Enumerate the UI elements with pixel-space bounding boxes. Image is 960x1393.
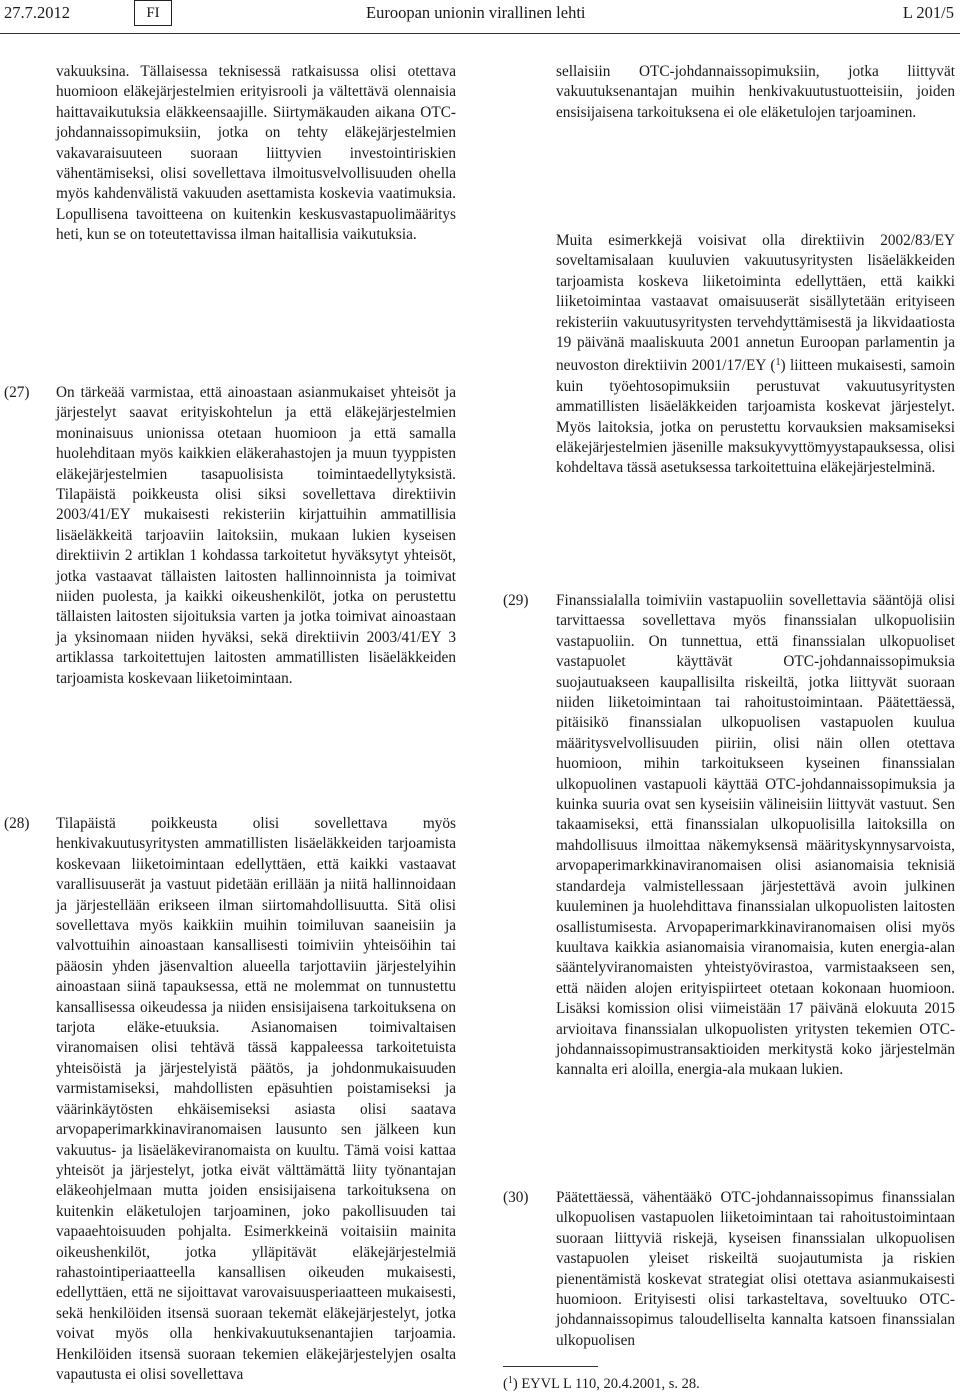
right-intro-paragraph: sellaisiin OTC-johdannaissopimuksiin, jotka liittyvät vakuutuksenantajan muihin henkivakuutustuotteisiin, joiden ensisijaisena tarkoituksena ei ole eläketulojen tarjoaminen. (556, 63, 955, 121)
language-badge: FI (134, 0, 172, 26)
examples-text-a: Muita esimerkkejä voisivat olla direktiivin 2002/83/EY soveltamisalaan kuuluvien vakuutusyritysten lisäeläkkeiden tarjoamista koskeva liiketoiminta edellyttäen, että kaikki liiketoimintaa vastaavat omaisuuserät sisällytetään erityiseen rekisteriin vakuutusyritysten tervehdyttämisestä ja likvidaatiosta 19 päivänä maaliskuuta 2001 annetun Euroopan parlamentin ja neuvoston direktiivin 2001/17/EY ( (556, 232, 955, 375)
recital-30 (556, 1188, 955, 1351)
left-intro-paragraph: vakuuksina. Tällaisessa teknisessä ratkaisussa olisi otettava huomioon eläkejärjestelmien erityisrooli ja vältettävä olennaisia haittavaikutuksia eläkkeensaajille. Siirtymäkauden aikana OTC-johdannaissopimuksiin, jotka on tehty eläkejärjestelmien vakavaraisuuteen suoraan liittyvien investointiriskien vähentämiseksi, olisi sovellettava ilmoitusvelvollisuuden ohella myös kahdenvälistä vakuuden asettamista koskevia vaatimuksia. Lopullisena tavoitteena on kuitenkin keskusvastapuolimääritys heti, kun se on toteutettavissa ilman haitallisia vaikutuksia. (56, 63, 456, 244)
recital-number-28: (28) (4, 815, 30, 832)
footnote-1 (503, 1372, 700, 1393)
recital-28 (56, 814, 456, 1385)
journal-title: Euroopan unionin virallinen lehti (366, 3, 586, 22)
page-reference: L 201/5 (902, 3, 954, 22)
right-examples-paragraph (556, 231, 955, 479)
recital-number-27: (27) (4, 384, 30, 401)
left-intro-block (56, 62, 456, 246)
footnote-mark-close: ) (512, 1376, 518, 1392)
header-date: 27.7.2012 (4, 3, 70, 22)
recital-28-text: Tilapäistä poikkeusta olisi sovellettava myös henkivakuutusyritysten ammatillisten lisäeläkkeiden tarjoamista koskevaan liiketoimintaan edellyttäen, että kaikki vastaavat varallisuuserät ja vastuut pidetään erillään ja niitä hallinnoidaan ja järjestellään erikseen ilman siirtomahdollisuutta. Sitä olisi sovellettava myös kaikkiin muihin toimiluvan saaneisiin ja valvottuihin ainoastaan kansallisesti toimiviin yhteisöihin tai pääosin yhden jäsenvaltion alueella tarjottaviin järjestelyihin ainoastaan siinä tapauksessa, että ne molemmat on tunnustettu kansallisessa oikeudessa ja niiden ensisijaisena tarkoituksena on tarjota eläke-etuuksia. Asianomaisen toimivaltaisen viranomaisen olisi tehtävä tässä kappaleessa tarkoitetuista yhteisöistä ja järjestelyistä päätös, ja johdonmukaisuuden varmistamiseksi, mahdollisten epäsuhtien poistamiseksi ja väärinkäytösten ehkäisemiseksi asiasta olisi saatava arvopaperimarkkinaviranomaisen lausunto sen jälkeen kun vakuutus- ja lisäeläkeviranomaista on kuultu. Tämä voisi kattaa yhteisöt ja järjestelyt, jotka eivät välttämättä liity työnantajan eläkeohjelmaan mutta joiden ensisijaisena tarkoituksena on kuitenkin eläketulojen tarjoaminen, joko pakollisuuden tai vapaaehtoisuuden pohjalta. Esimerkkeinä voitaisiin mainita oikeushenkilöt, jotka ylläpitävät eläkejärjestelmiä rahastointiperiaatteella kansallisen oikeuden mukaisesti, edellyttäen, että ne sijoittavat varovaisuusperiaatteen mukaisesti, sekä henkilöiden itsensä suoraan tekemät eläkejärjestelyt, jotka voivat myös olla henkivakuutuksenantajien tarjoamia. Henkilöiden itsensä suoraan tekemien eläkejärjestelyjen osalta vapautusta ei olisi sovellettava (56, 815, 456, 1383)
footnote-mark: 1 (507, 1375, 513, 1386)
footnote-text: EYVL L 110, 20.4.2001, s. 28. (517, 1376, 700, 1392)
right-intro-block (556, 62, 955, 123)
recital-number-29: (29) (503, 592, 529, 609)
recital-27-text: On tärkeää varmistaa, että ainoastaan asianmukaiset yhteisöt ja järjestelyt saavat erityiskohtelun ja että eläkejärjestelmien moninaisuus unionissa otetaan huomioon ja että samalla huolehditaan myös kaikkien eläkerahastojen ja muun tyyppisten eläkejärjestelmien tasapuolisista toimintaedellytyksistä. Tilapäistä poikkeusta olisi siksi sovellettava direktiivin 2003/41/EY mukaisesti rekisteriin kirjattuihin ammatillisia lisäeläkkeitä tarjoaviin laitoksiin, mukaan lukien kyseisen direktiivin 2 artiklan 1 kohdassa tarkoitetut hyväksytyt yhteisöt, jotka vastaavat tällaisten laitosten hallinnoinnista ja toimivat niiden puolesta, ja kaikki oikeushenkilöt, jotka on perustettu tällaisten laitosten sijoituksia varten ja jotka toimivat ainoastaan ja yksinomaan niiden hyväksi, sekä direktiivin 2003/41/EY 3 artiklassa tarkoitettujen laitosten ammatillisten lisäeläkkeiden tarjoamista koskevaan liiketoimintaan. (56, 384, 456, 687)
footnote-mark-open: ( (503, 1376, 508, 1392)
footnote-ref-1[interactable]: 1 (775, 357, 781, 369)
right-examples-block (556, 231, 955, 479)
footnote-rule (503, 1366, 598, 1367)
page-header (0, 0, 960, 30)
recital-number-30: (30) (503, 1189, 529, 1206)
recital-30-text: Päätettäessä, vähentääkö OTC-johdannaissopimus finanssialan ulkopuolisen vastapuolen liiketoimintaan tai rahoitustoimintaan suoraan liittyviä riskejä, kyseisen finanssialan ulkopuolisen vastapuolen yleiset riskeiltä suojautumista ja riskien pienentämistä koskevat strategiat olisi otettava asianmukaisesti huomioon. Erityisesti olisi tarkasteltava, soveltuuko OTC-johdannaissopimus taloudelliselta kannalta katsoen finanssialan ulkopuolisen (556, 1189, 955, 1349)
recital-27 (56, 383, 456, 689)
recital-29-text: Finanssialalla toimiviin vastapuoliin sovellettavia sääntöjä olisi tarvittaessa sovellettava myös finanssialan ulkopuolisiin vastapuoliin. On tunnettua, että finanssialan ulkopuoliset vastapuolet käyttävät OTC-johdannaissopimuksia suojautuakseen kaupallisilta riskeiltä, jotka liittyvät suoraan niiden liiketoimintaan tai rahoitustoimintaan. Päätettäessä, pitäisikö finanssialan ulkopuolisen vastapuolen kuulua määritysvelvollisuuden piiriin, olisi näin ollen otettava huomioon, mihin tarkoitukseen kyseinen finanssialan ulkopuolinen vastapuoli käyttää OTC-johdannaissopimuksia ja kuinka suuria ovat sen kyseisiin välineisiin liittyvät vastuut. Sen takaamiseksi, että finanssialan ulkopuolisilla laitoksilla on mahdollisuus ilmoittaa näkemyksensä määrityskynnysarvoista, arvopaperimarkkinaviranomaisen olisi asianomaisia teknisiä standardeja valmistellessaan järjestettävä avoin julkinen kuuleminen ja huolehdittava finanssialan ulkopuolisten laitosten osallistumisesta. Arvopaperimarkkinaviranomaisen olisi myös kuultava kaikkia asianomaisia viranomaisia, kuten energia-alan sääntelyviranomaisten yhteistyövirastoa, varmistaakseen sen, että näiden alojen erityispiirteet otetaan kokonaan huomioon. Lisäksi komission olisi viimeistään 17 päivänä elokuuta 2015 arvioitava finanssialan ulkopuolisten yritysten tekemien OTC-johdannaissopimustransaktioiden merkitystä koko järjestelmän kannalta eri aloilla, energia-ala mukaan lukien. (556, 592, 955, 1079)
header-rule (0, 33, 960, 34)
examples-text-b: ) liitteen mukaisesti, samoin kuin työehtosopimuksiin perustuvat vakuutusyritysten ammatillisten lisäeläkkeiden tarjoamista koskevat järjestelyt. Myös laitoksia, jotka on perustettu korvauksien maksamiseksi eläkejärjestelmien jäsenille maksukyvyttömyystapauksessa, olisi kohdeltava tässä asetuksessa tarkoitettuina eläkejärjestelminä. (556, 357, 955, 477)
recital-29 (556, 591, 955, 1081)
